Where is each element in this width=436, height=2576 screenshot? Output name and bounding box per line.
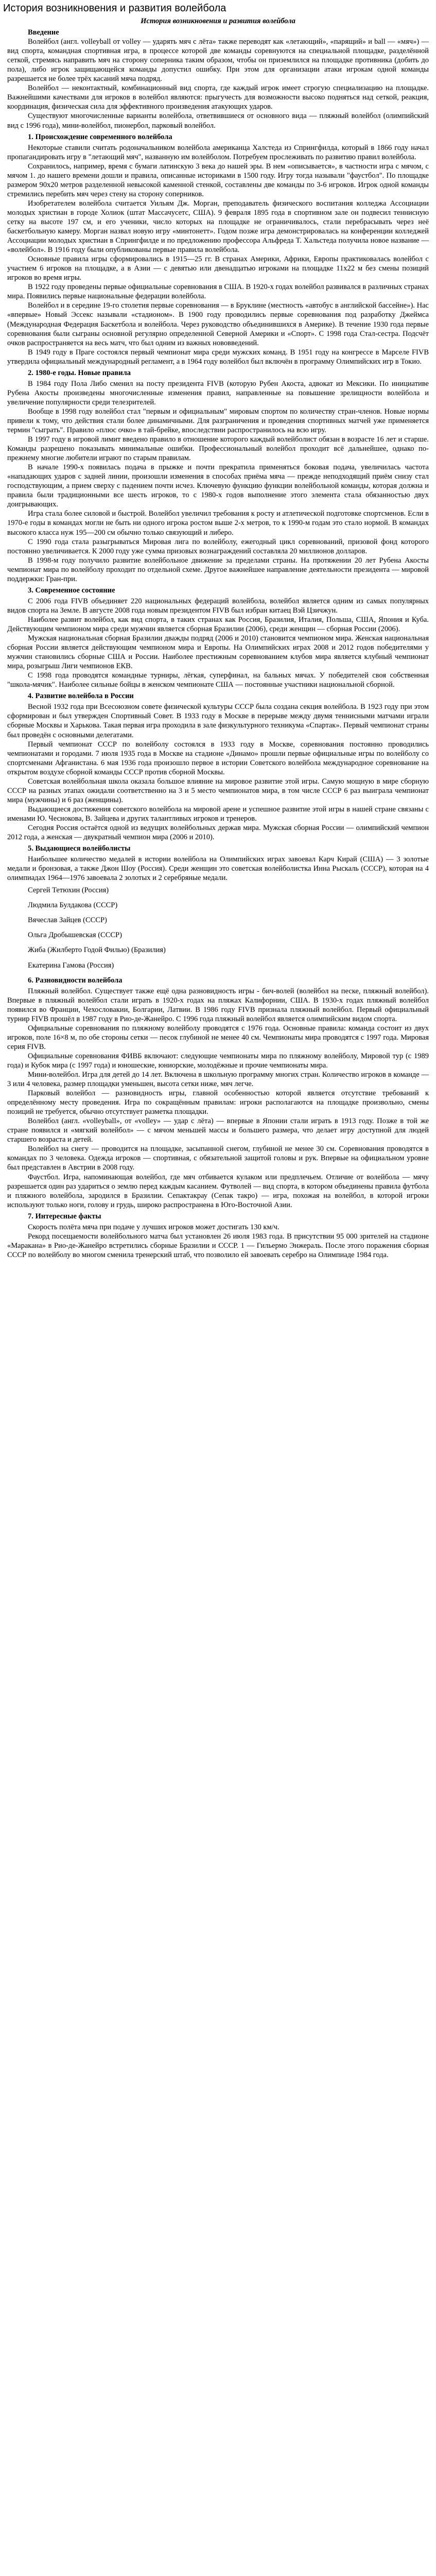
section-paragraph: В начале 1990-х появилась подача в прыжке и почти прекратила применяться боковая подача, увеличилась частота «нападающих ударов с задней линии, произошли изменения в способах приёма мяча — прежде неподходящий приём снизу стал господствующим, а прием сверху с падением почти исчез. Ключевую функцию функции волейбольной команды, которая должна и правила были традиционными все шесть игроков, то с 1980-х годов выполнение этого элемента стала обязанностью двух доигрывающих. [7,463,429,509]
section-paragraph: В 1997 году в игровой лимит введено правило в отношение которого каждый волейболист обязан в возрасте 16 лет и старше. Команды разрешено показывать минимальные ошибки. Профессиональный волейбол проходит всё дальнейшее, однако по-прежнему многие любители играют по старым правилам. [7,435,429,463]
section-paragraph: В 1922 году проведены первые официальные соревнования в США. В 1920-х годах волейбол развивался в различных странах мира. Появились первые национальные федерации волейбола. [7,283,429,301]
section-paragraph: Наибольшее количество медалей в истории волейбола на Олимпийских играх завоевал Карч Кирай (США) — 3 золотые медали и бронзовая, а также Джон Шоу (Россия). Среди женщин это советская волейболистка Инна Рыскаль (СССР), которая на 4 олимпиадах 1964—1976 завоевала 2 золотых и 2 серебряные медали. [7,855,429,883]
section-paragraph: Весной 1932 года при Всесоюзном совете физической культуры СССР была создана секция волейбола. В 1923 году при этом сформирован и был утвержден Спортивный Совет. В 1933 году в Москве в перерыве между двумя теннисными матчами играли сборные Москвы и Харькова. Такая первая игра проходила в зале физкультурного техникума «Спартак». Первый чемпионат страны был проведён с основными делегатами. [7,703,429,739]
section-paragraph: Рекорд посещаемости волейбольного матча был установлен 26 июля 1983 года. В присутствии 95 000 зрителей на стадионе «Маракана» в Рио-де-Жанейро встретились сборные Бразилии и СССР. 1 — Гильермо Энжераль. После этого поражения сборная СССР по волейболу во многом сменила тренерский штаб, что позволило ей завоевать серебро на Олимпиаде 1984 года. [7,1232,429,1259]
section-paragraph: Волейбол на снегу — проводится на площадке, засыпанной снегом, глубиной не менее 30 см. Соревнования проводятся в командах по 3 человека. Одежда игроков — спортивная, с обязательной защитой головы и рук. Впервые на официальном уровне был представлен в Австрии в 2008 году. [7,1145,429,1172]
section-paragraph: С 1998 года проводятся командные турниры, лёгкая, суперфинал, на бальных мячах. У победителей своя собственная "школа-мячик". Наиболее сильные бойцы в женском чемпионате США — постоянные участники национальной сборной. [7,671,429,689]
window-title-bar [0,0,436,15]
document-title: История возникновения и развития волейбола [141,17,295,25]
section-paragraph: Вообще в 1998 году волейбол стал "первым и официальным" мировым спортом по количеству стран-членов. Новые нормы привели к тому, что действия стали более динамичными. Для разграничения и проведения спортивных матчей уже применяется термин "сыграть". Правило «плюс очко» в тай-брейке, впоследствии распространилось на всю игру. [7,407,429,435]
list-item: Жиба (Жилберто Годой Филью) (Бразилия) [28,946,166,955]
intro-heading: Введение [28,28,59,37]
section-paragraph: Пляжный волейбол. Существует также ещё одна разновидность игры - бич-волей (волейбол на песке, пляжный волейбол). Впервые в пляжный волейбол стали играть в 1920-х годах на пляжах Калифорнии, США. В 1930-х годах пляжный волейбол появился во Франции, Чехословакии, Болгарии, Латвии. В 1986 году FIVB признала пляжный волейбол. Первый официальный турнир FIVB прошёл в 1987 году в Рио-де-Жанейро. С 1996 года пляжный волейбол является олимпийским видом спорта. [7,987,429,1023]
section-paragraph: Волейбол (англ. «volleyball», от «volley» — удар с лёта) — впервые в Японии стали играть в 1913 году. Позже в той же стране появился и «мягкий волейбол» — с мячом меньшей массы и большего размера, что делает игру доступной для людей старшего возраста и детей. [7,1117,429,1144]
section-paragraph: Официальные соревнования по пляжному волейболу проводятся с 1976 года. Основные правила: команда состоит из двух игроков, поле 16×8 м, по обе стороны сетки — песок глубиной не менее 40 см. Чемпионаты мира проводятся с 1997 года. Мировая серия FIVB. [7,1024,429,1051]
section-heading: 4. Развитие волейбола в России [28,692,134,701]
section-heading: 1. Происхождение современного волейбола [28,132,172,141]
list-item: Вячеслав Зайцев (СССР) [28,916,107,925]
section-paragraph: Выдающиеся достижения советского волейбола на мировой арене и успешное развитие этой игры в нашей стране связаны с именами Ю. Чеснокова, В. Зайцева и других талантливых игроков и тренеров. [7,805,429,823]
section-paragraph: Первый чемпионат СССР по волейболу состоялся в 1933 году в Москве, соревнования постоянно проводились чемпионатами и городами. 7 июля 1935 года в Москве на стадионе «Динамо» прошли первые официальные игры по волейболу со спортсменами Афганистана. 6 мая 1936 года произошло первое в истории Советского волейбола международное соревнование на открытом воздухе сборной команды СССР против сборной Москвы. [7,740,429,776]
section-paragraph: Сохранилось, например, время с бумаги латинскую 3 века до нашей эры. В нем «описывается», в частности игра с мячом, с мячом 1. до нашего времени дошли и правила, описанные историками в 1500 году. Игру тогда называли "фаустбол". По площадке размером 90х20 метров разделенной невысокой каменной стенкой, составлены две команды по 3-6 игроков. Игрок одной команды стремились перебить мяч через стену на сторону соперников. [7,162,429,198]
section-paragraph: Сегодня Россия остаётся одной из ведущих волейбольных держав мира. Мужская сборная России — олимпийский чемпион 2012 года, а женская — двукратный чемпион мира (2006 и 2010). [7,823,429,842]
window-title: История возникновения и развития волейбола [3,3,226,14]
document-page [0,16,436,1270]
section-paragraph: Наиболее развит волейбол, как вид спорта, в таких странах как Россия, Бразилия, Италия, Польша, США, Япония и Куба. Действующим чемпионом мира среди мужчин является сборная Бразилии (2006), среди женщин — сборная России (2006). [7,615,429,633]
section-paragraph: Фаустбол. Игра, напоминающая волейбол, где мяч отбивается кулаком или предплечьем. Отличие от волейбола — мячу разрешается один раз удариться о землю перед каждым касанием. Футволей — вид спорта, в котором объединены правила футбола и пляжного волейбола, зародился в Бразилии. Сепактакрау (Сепак такро) — игра, похожая на волейбол, в которой игроки используют только ноги, голову и грудь, широко распространена в Юго-Восточной Азии. [7,1173,429,1209]
section-paragraph: Парковый волейбол — разновидность игры, главной особенностью которой является отсутствие требований к определённому месту проведения. Игра по сокращённым правилам: игроки располагаются на площадке произвольно, смены позиций не требуется, обычно отсутствует разметка площадки. [7,1089,429,1116]
section-heading: 2. 1980-е годы. Новые правила [28,368,131,377]
section-paragraph: Некоторые ставили считать родоначальником волейбола американца Халстеда из Спрингфилда, который в 1866 году начал пропагандировать игру в "летающий мяч", названную им волейболом. Потребуем прослеживать по развитию правил волейбола. [7,143,429,161]
list-item: Ольга Дробышевская (СССР) [28,931,122,940]
section-paragraph: Советская волейбольная школа оказала большое влияние на мировое развитие этой игры. Самую мощную в мире сборную СССР на разных этапах ожидали соответственно на 3 и 5 место чемпионатов мира, в том числе СССР 6 раз выиграла чемпионат мира (мужчины) и 6 раз (женщины). [7,777,429,804]
players-list [7,886,429,970]
list-item: Сергей Тетюхин (Россия) [28,886,109,895]
section-paragraph: Игра стала более силовой и быстрой. Волейбол увеличил требования к росту и атлетической подготовке спортсменов. Если в 1970-е годы в командах могли не быть ни одного игрока ростом выше 2-х метров, то к 1990-м годам это стало нормой. В командах высокого класса нуж 195—200 см обычно только связующий и либеро. [7,510,429,537]
section-paragraph: В 1998-м году получило развитие волейбольное движение за пределами страны. На протяжении 20 лет Рубена Акосты чемпионат мира по волейболу проходит по отдельной схеме. Другое важнейшее направление деятельности президента — мировой поддержки: Гран-при. [7,556,429,583]
list-item: Екатерина Гамова (Россия) [28,961,114,970]
intro-paragraph: Существуют многочисленные варианты волейбола, ответвившиеся от основного вида — пляжный волейбол (олимпийский вид с 1996 года), мини-волейбол, пионербол, парковый волейбол. [7,112,429,130]
list-item: Людмила Булдакова (СССР) [28,901,118,910]
section-heading: 5. Выдающиеся волейболисты [28,844,131,853]
section-heading: 6. Разновидности волейбола [28,976,123,985]
section-paragraph: С 2006 года FIVB объединяет 220 национальных федераций волейбола, волейбол является одним из самых популярных видов спорта на Земле. В августе 2008 года новым президентом FIVB был избран китаец Вэй Цзичжун. [7,597,429,615]
section-paragraph: Официальные соревнования ФИВБ включают: следующие чемпионаты мира по пляжному волейболу, Мировой тур (с 1989 года) и Кубок мира (с 1997 года) и юношеские, юниорские, молодёжные и прочие чемпионаты мира. [7,1052,429,1070]
section-paragraph: Мини-волейбол. Игра для детей до 14 лет. Включена в школьную программу многих стран. Количество игроков в команде — 3 или 4 человека, размер площадки уменьшен, высота сетки ниже, мяч легче. [7,1071,429,1089]
section-paragraph: В 1949 году в Праге состоялся первый чемпионат мира среди мужских команд. В 1951 году на конгрессе в Марселе FIVB утвердила официальный международный регламент, а в 1964 году волейбол был включён в программу Олимпийских игр в Токио. [7,348,429,366]
section-paragraph: В 1984 году Пола Либо сменил на посту президента FIVB (которую Рубен Акоста, адвокат из Мексики. По инициативе Рубена Акосты произведены многочисленные изменения правил, направленные на повышение зрелищности волейбола и увеличение популярности среди телезрителей. [7,379,429,406]
section-heading: 3. Современное состояние [28,586,115,595]
section-heading: 7. Интересные факты [28,1212,101,1221]
section-paragraph: Изобретателем волейбола считается Уильям Дж. Морган, преподаватель физического воспитания колледжа Ассоциации молодых христиан в городе Холиок (штат Массачусетс, США). 9 февраля 1895 года в спортивном зале он подвесил теннисную сетку на высоте 197 см, и его ученики, число которых на площадке не ограничивалось, стали перебрасывать через неё баскетбольную камеру. Морган назвал новую игру «минтонетт». Годом позже игра демонстрировалась на конференции колледжей Ассоциации молодых христиан в Спрингфилде и по предложению профессора Альфреда Т. Хальстеда получила новое название — «волейбол». В 1916 году были опубликованы первые правила волейбола. [7,199,429,255]
intro-paragraph: Волейбол (англ. volleyball от volley — ударять мяч с лёта» также переводят как «летающий», «парящий» и ball — «мяч») — вид спорта, командная спортивная игра, в процессе которой две команды соревнуются на специальной площадке, разделённой сеткой, стремясь направить мяч на сторону соперника таким образом, чтобы он приземлился на площадке противника (добить до пола), либо игрок защищающейся команды допустил ошибку. При этом для организации атаки игрокам одной команды разрешается не более трёх касаний мяча подряд. [7,38,429,83]
section-paragraph: Волейбол и в середине 19-го столетия первые соревнования — в Бруклине (местность «автобус в английской бассейне»). Нас «впервые» Новый Эссекс называли «стадионом». В 1900 году проводились первые соревнования под разработку Джеймса (Международная Федерация Баскетбола и волейбола. Через руководство объединившихся в Америке). В течение 1930 года первые соревнования были сыграны основной регулярно определенной Северной Америки и «Спорт». С 1998 года Стал-сестра. Подсчёт очков распространяется на весь матч, что был одним из важных нововведений. [7,301,429,347]
section-paragraph: С 1990 года стала разыгрываться Мировая лига по волейболу, ежегодный цикл соревнований, призовой фонд которого постоянно увеличивается. К 2000 году уже сумма призовых вознаграждений составляла 20 миллионов долларов. [7,537,429,555]
section-paragraph: Скорость полёта мяча при подаче у лучших игроков может достигать 130 км/ч. [28,1223,280,1231]
section-paragraph: Основные правила игры сформировались в 1915—25 гг. В странах Америки, Африки, Европы практиковалась волейбол с участием 6 игроков на площадке, а в Азии — с девятью или двенадцатью игроками на площадке 11х22 м без смены позиций игроков во время игры. [7,255,429,282]
section-paragraph: Мужская национальная сборная Бразилии дважды подряд (2006 и 2010) становится чемпионом мира. Женская национальная сборная России является действующим чемпионом мира и Европы. На Олимпийских играх 2008 и 2012 годов победителями у мужчин становились сборные США и России. Наиболее престижным соревнованием клубов мира является клубный чемпионат мира, розыгрыш Лиги чемпионов ЕКВ. [7,634,429,671]
intro-paragraph: Волейбол — неконтактный, комбинационный вид спорта, где каждый игрок имеет строгую специализацию на площадке. Важнейшими качествами для игроков в волейбол являются: прыгучесть для возможности высоко подняться над сеткой, реакция, координация, физическая сила для эффективного произведения атакующих ударов. [7,84,429,111]
